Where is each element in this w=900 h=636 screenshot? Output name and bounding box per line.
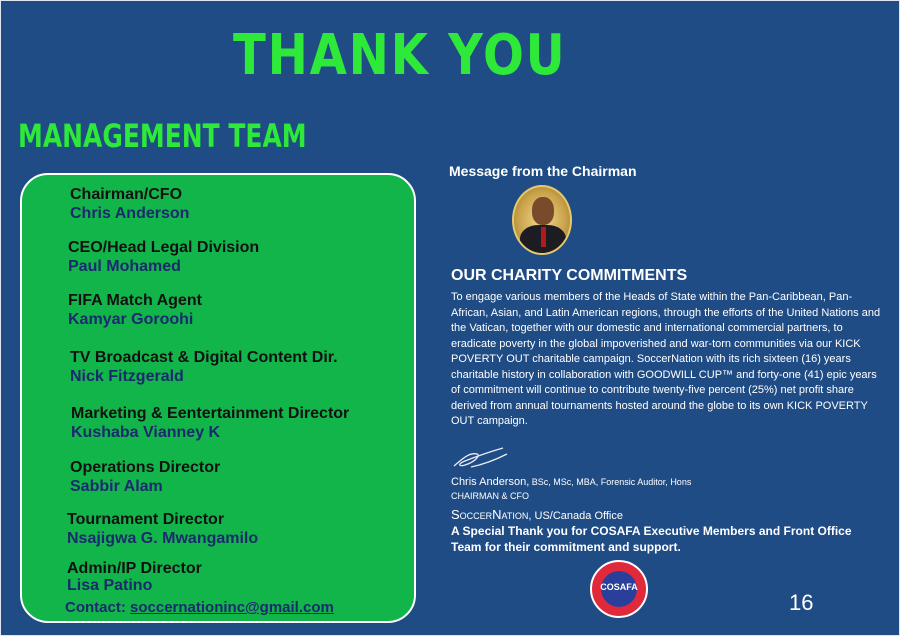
signer-line <box>451 476 691 488</box>
team-member <box>70 185 189 223</box>
message-heading: Message from the Chairman <box>449 163 637 179</box>
cosafa-logo <box>590 560 648 618</box>
signer-title: CHAIRMAN & CFO <box>451 491 530 501</box>
member-name: Chris Anderson <box>70 205 190 222</box>
member-role: Marketing & Eentertainment Director <box>71 405 350 422</box>
member-role: Chairman/CFO <box>70 186 183 203</box>
team-member <box>67 510 258 548</box>
office-brand: SoccerNation <box>451 507 529 522</box>
office-line <box>451 507 623 522</box>
management-team-heading: MANAGEMENT TEAM <box>18 117 307 155</box>
contact-email-link[interactable]: soccernationinc@gmail.com <box>130 599 334 616</box>
team-member <box>68 238 259 276</box>
member-role: Operations Director <box>70 459 221 476</box>
team-member <box>70 348 338 386</box>
special-thanks: A Special Thank you for COSAFA Executive Members and Front Office Team for their commitment and support. <box>451 524 852 554</box>
team-member <box>70 458 220 496</box>
member-role: FIFA Match Agent <box>68 292 202 309</box>
member-name: Kamyar Goroohi <box>68 311 194 328</box>
office-location: , US/Canada Office <box>528 510 623 522</box>
member-name: Lisa Patino <box>67 577 153 594</box>
signer-credentials: BSc, MSc, MBA, Forensic Auditor, Hons <box>529 477 692 487</box>
member-name: Sabbir Alam <box>70 478 163 495</box>
logo-word: COSAFA <box>600 582 638 592</box>
member-role: CEO/Head Legal Division <box>68 239 260 256</box>
team-member <box>68 291 202 329</box>
signer-name: Chris Anderson, <box>451 476 530 488</box>
page-number: 16 <box>789 590 814 615</box>
team-member <box>67 560 202 594</box>
contact-label: Contact: <box>65 599 130 616</box>
signature-icon <box>451 440 511 472</box>
member-name: Nsajigwa G. Mwangamilo <box>67 530 259 547</box>
member-name: Nick Fitzgerald <box>70 368 184 385</box>
charity-body: To engage various members of the Heads of State within the Pan-Caribbean, Pan-African, Asian, and Latin American regions, through the efforts of the United Nations and the Vatican, together with our domestic and international commercial partners, to eradicate poverty in the global impoverished and war-torn communities via our KICK POVERTY OUT charitable campaign. SoccerNation with its rich sixteen (16) years charitable history in collaboration with GOODWILL CUP™ and forty-one (41) epic years of commitment will continue to contribute twenty-five percent (25%) net profit share derived from annual tournaments hosted around the globe to its own KICK POVERTY OUT campaign. <box>451 291 881 427</box>
member-role: Admin/IP Director <box>67 560 202 577</box>
chairman-photo <box>512 185 572 255</box>
thank-you-heading: THANK YOU <box>233 23 567 88</box>
member-role: Tournament Director <box>67 511 225 528</box>
contact-line <box>65 599 334 616</box>
member-name: Paul Mohamed <box>68 258 181 275</box>
management-team-panel <box>20 173 416 623</box>
member-role: TV Broadcast & Digital Content Dir. <box>70 349 338 366</box>
team-member <box>71 404 349 442</box>
member-name: Kushaba Vianney K <box>71 424 221 441</box>
charity-title: OUR CHARITY COMMITMENTS <box>451 267 688 284</box>
